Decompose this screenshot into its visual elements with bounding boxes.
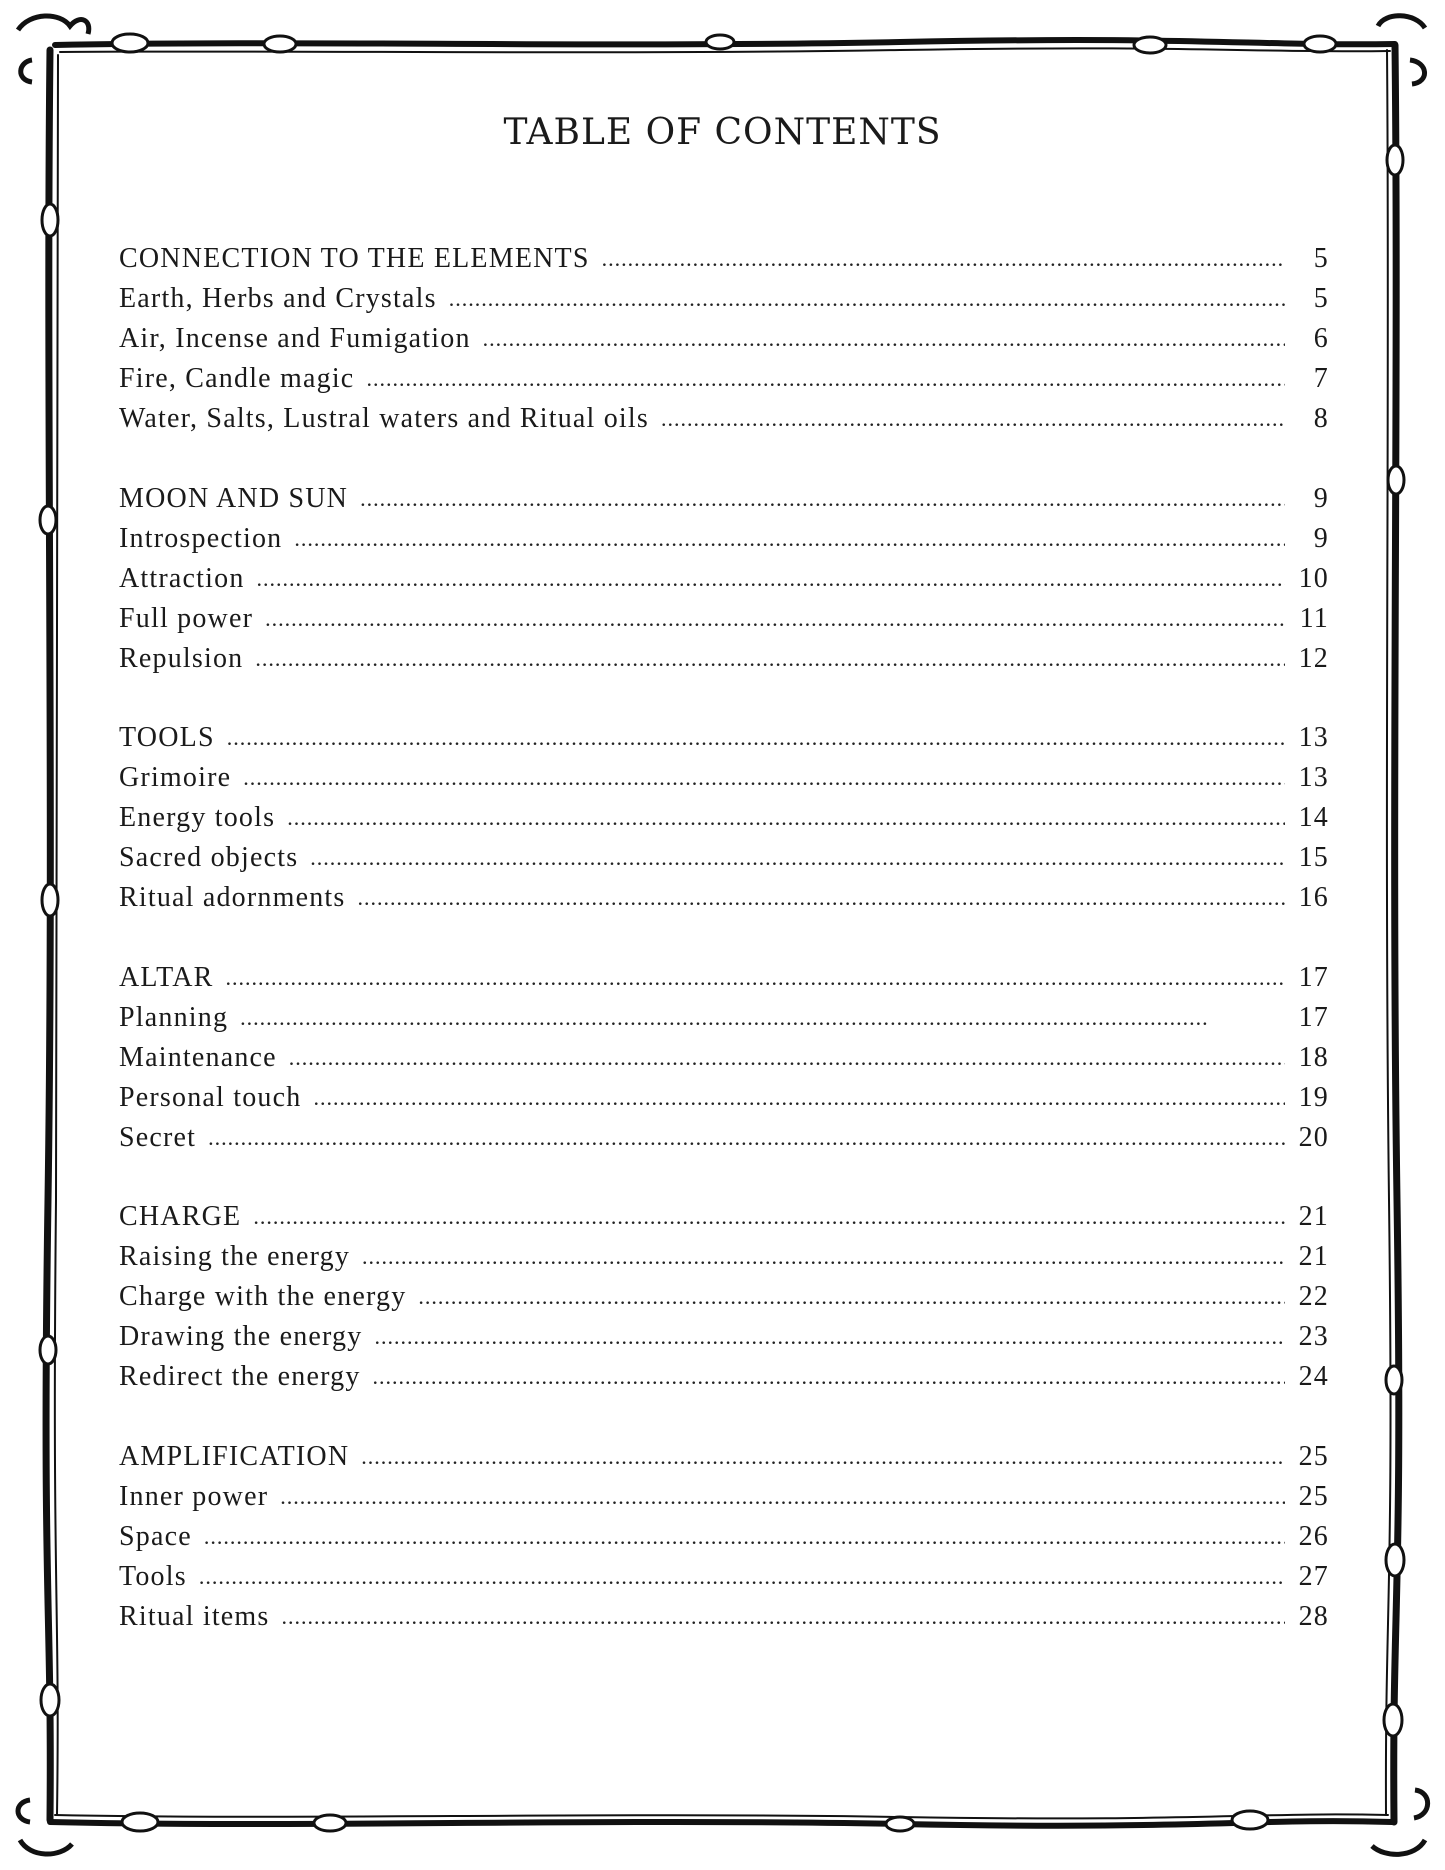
toc-entry-label: Air, Incense and Fumigation [119, 323, 471, 354]
dot-leader [310, 845, 1285, 871]
toc-entry-label: Sacred objects [119, 842, 299, 873]
toc-entry-label: Inner power [119, 1480, 269, 1512]
toc-entry-label: Energy tools [119, 802, 276, 833]
toc-section-heading[interactable] [119, 962, 1329, 1002]
dot-leader [366, 366, 1285, 392]
toc-section-heading[interactable] [119, 722, 1329, 762]
toc-page-number: 26 [1298, 1520, 1329, 1552]
dot-leader [253, 1204, 1285, 1230]
toc-entry[interactable] [119, 1361, 1329, 1401]
toc-entry-label: AMPLIFICATION [119, 1440, 350, 1472]
toc-page-number: 19 [1298, 1081, 1329, 1113]
toc-entry-label: Full power [119, 602, 254, 634]
toc-entry[interactable] [119, 842, 1329, 882]
corner-ornament-top-left [18, 16, 89, 82]
toc-page-number: 6 [1313, 323, 1329, 354]
toc-section-heading[interactable] [119, 1201, 1329, 1241]
toc-page-number: 17 [1298, 961, 1329, 993]
toc-section [119, 483, 1329, 683]
toc-entry-label: TOOLS [119, 722, 215, 753]
toc-entry[interactable] [119, 643, 1329, 683]
toc-entry[interactable] [119, 1601, 1329, 1641]
toc-entry[interactable] [119, 1002, 1329, 1042]
dot-leader [361, 1444, 1285, 1470]
toc-page-number: 5 [1313, 243, 1329, 274]
toc-entry[interactable] [119, 1082, 1329, 1122]
toc-page-number: 16 [1298, 882, 1329, 913]
toc-entry-label: Water, Salts, Lustral waters and Ritual oils [119, 403, 649, 434]
toc-page-number: 13 [1298, 722, 1329, 753]
toc-entry-label: Ritual items [119, 1600, 270, 1632]
dot-leader [255, 646, 1285, 672]
toc-entry-label: Personal touch [119, 1081, 302, 1113]
toc-entry[interactable] [119, 283, 1329, 323]
dot-leader [294, 526, 1285, 552]
toc-entry-label: CONNECTION TO THE ELEMENTS [119, 243, 590, 274]
toc-entry-label: Fire, Candle magic [119, 363, 355, 394]
toc-entry-label: Repulsion [119, 642, 244, 674]
toc-entry[interactable] [119, 1042, 1329, 1082]
toc-entry[interactable] [119, 403, 1329, 443]
toc-entry-label: Redirect the energy [119, 1361, 361, 1392]
dot-leader [208, 1125, 1285, 1151]
corner-ornament-bottom-left [18, 1800, 72, 1854]
toc-entry[interactable] [119, 882, 1329, 922]
toc-page-number: 14 [1298, 802, 1329, 833]
toc-entry[interactable] [119, 802, 1329, 842]
corner-ornament-top-right [1378, 16, 1425, 84]
toc-entry[interactable] [119, 762, 1329, 802]
dot-leader [289, 1045, 1285, 1071]
dot-leader [374, 1324, 1285, 1350]
toc-entry-label: Introspection [119, 522, 283, 554]
toc-page-number: 25 [1298, 1440, 1329, 1472]
dot-leader [199, 1564, 1285, 1590]
page-title: TABLE OF CONTENTS [503, 112, 942, 153]
dot-leader [227, 725, 1285, 751]
toc-entry[interactable] [119, 1321, 1329, 1361]
toc-page-number: 9 [1313, 482, 1329, 514]
dot-leader [449, 286, 1285, 312]
dot-leader [483, 326, 1285, 352]
toc-page-number: 9 [1313, 522, 1329, 554]
dot-leader [240, 1005, 1210, 1031]
dot-leader [357, 885, 1285, 911]
toc-page-number: 12 [1298, 642, 1329, 674]
dot-leader [362, 1244, 1285, 1270]
table-of-contents [119, 243, 1329, 1680]
toc-entry-label: Space [119, 1520, 192, 1552]
toc-page-number: 25 [1298, 1480, 1329, 1512]
leaf-ornament [112, 34, 148, 52]
toc-section-heading[interactable] [119, 1441, 1329, 1481]
toc-page-number: 17 [1298, 1001, 1329, 1033]
toc-entry[interactable] [119, 603, 1329, 643]
toc-page-number: 22 [1298, 1281, 1329, 1312]
dot-leader [418, 1284, 1285, 1310]
toc-entry[interactable] [119, 1521, 1329, 1561]
dot-leader [360, 486, 1285, 512]
toc-section [119, 962, 1329, 1162]
toc-entry[interactable] [119, 1561, 1329, 1601]
dot-leader [313, 1085, 1285, 1111]
toc-page-number: 24 [1298, 1361, 1329, 1392]
toc-entry[interactable] [119, 363, 1329, 403]
dot-leader [280, 1484, 1285, 1510]
toc-page-number: 11 [1299, 602, 1329, 634]
dot-leader [204, 1524, 1285, 1550]
toc-page-number: 8 [1313, 403, 1329, 434]
toc-entry-label: Charge with the energy [119, 1281, 407, 1312]
dot-leader [265, 606, 1285, 632]
dot-leader [257, 566, 1285, 592]
toc-entry-label: Tools [119, 1560, 187, 1592]
toc-entry-label: ALTAR [119, 961, 214, 993]
toc-page-number: 23 [1298, 1321, 1329, 1352]
dot-leader [287, 805, 1285, 831]
toc-entry-label: Drawing the energy [119, 1321, 363, 1352]
toc-section [119, 722, 1329, 922]
toc-entry-label: Planning [119, 1001, 229, 1033]
dot-leader [373, 1364, 1285, 1390]
toc-page-number: 21 [1298, 1241, 1329, 1272]
toc-entry-label: Secret [119, 1121, 197, 1153]
toc-entry[interactable] [119, 563, 1329, 603]
dot-leader [661, 406, 1285, 432]
toc-page-number: 21 [1298, 1201, 1329, 1232]
toc-page-number: 10 [1298, 562, 1329, 594]
toc-page-number: 15 [1298, 842, 1329, 873]
toc-entry[interactable] [119, 323, 1329, 363]
dot-leader [282, 1604, 1285, 1630]
toc-entry[interactable] [119, 523, 1329, 563]
toc-section-heading[interactable] [119, 243, 1329, 283]
toc-entry-label: Maintenance [119, 1041, 277, 1073]
toc-page-number: 7 [1313, 363, 1329, 394]
border-bottom [50, 1821, 1392, 1826]
toc-section [119, 1441, 1329, 1641]
toc-entry-label: Earth, Herbs and Crystals [119, 283, 437, 314]
toc-section [119, 243, 1329, 443]
toc-entry[interactable] [119, 1241, 1329, 1281]
toc-entry-label: Ritual adornments [119, 882, 346, 913]
toc-entry[interactable] [119, 1481, 1329, 1521]
toc-page-number: 13 [1298, 762, 1329, 793]
dot-leader [226, 965, 1285, 991]
toc-entry[interactable] [119, 1281, 1329, 1321]
dot-leader [602, 246, 1285, 272]
toc-section [119, 1201, 1329, 1401]
toc-entry[interactable] [119, 1122, 1329, 1162]
toc-page-number: 27 [1298, 1560, 1329, 1592]
dot-leader [243, 765, 1285, 791]
toc-page-number: 28 [1298, 1600, 1329, 1632]
toc-section-heading[interactable] [119, 483, 1329, 523]
toc-entry-label: Attraction [119, 562, 245, 594]
toc-page-number: 18 [1298, 1041, 1329, 1073]
toc-entry-label: Grimoire [119, 762, 232, 793]
toc-entry-label: MOON AND SUN [119, 482, 349, 514]
toc-page-number: 20 [1298, 1121, 1329, 1153]
toc-page-number: 5 [1313, 283, 1329, 314]
border-left [46, 50, 50, 1820]
toc-entry-label: CHARGE [119, 1201, 242, 1232]
toc-entry-label: Raising the energy [119, 1241, 351, 1272]
